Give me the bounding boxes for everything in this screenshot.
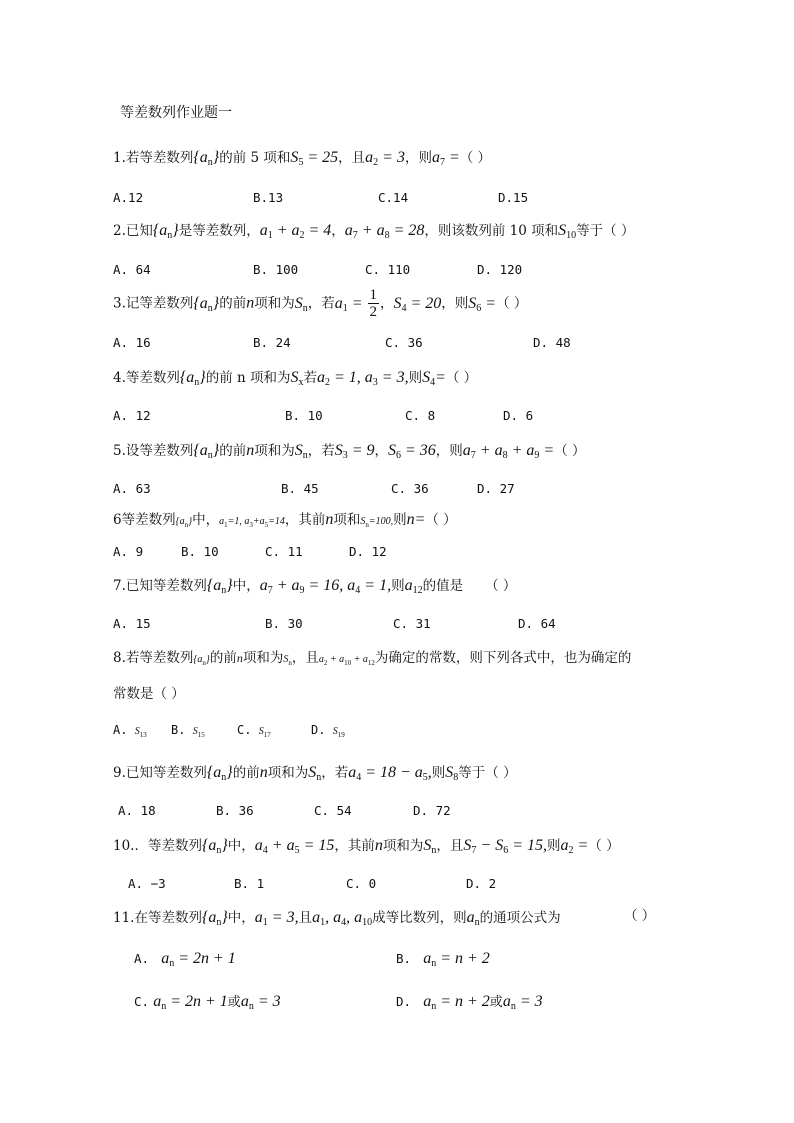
math-expression: $a_2 = 1$, $a_3 = 3$, xyxy=(316,369,409,388)
option-c: C.14 xyxy=(378,190,409,205)
math-expression: $a_7 + a_9 = 16$, $a_4 = 1$, xyxy=(259,577,392,596)
option-a: A. 15 xyxy=(113,616,151,631)
question-number: 6 xyxy=(113,512,122,528)
option-a: A. 16 xyxy=(113,335,151,350)
math-expression: $\{a_n\}$ xyxy=(179,369,206,388)
math-expression: $a_4 = 18 - a_5$, xyxy=(348,764,432,783)
question-11: 11.在等差数列$\{a_n\}$中，$a_1 = 3$,且$a_1$, $a_4$, $a_{10}$成等比数列，则$a_n$的通项公式为 xyxy=(113,909,561,928)
math-expression: $S_6 = 36$ xyxy=(388,442,436,461)
option-a: A. 18 xyxy=(118,803,156,818)
question-3: 3.记等差数列$\{a_n\}$的前n项和为$S_n$，若$a_1$ = $\frac{1}{2}$ ，$S_4 = 20$，则$S_6$ =（ ） xyxy=(113,287,528,320)
option-b: B. 45 xyxy=(281,481,319,496)
option-d: D. 120 xyxy=(477,262,523,277)
option-b: B. 1 xyxy=(234,876,265,891)
math-expression: $\{a_n\}$ xyxy=(193,149,220,168)
option-c: C. 110 xyxy=(365,262,411,277)
math-expression: $a_1 = 3$, xyxy=(254,909,299,928)
option-c: C. 11 xyxy=(265,544,303,559)
option-d: D. $S_{19}$ xyxy=(311,723,345,739)
math-expression: $\{a_n\}$ xyxy=(193,654,210,667)
option-b: B. 10 xyxy=(285,408,323,423)
question-10: 10.．等差数列$\{a_n\}$中，$a_4 + a_5 = 15$，其前n项和为$S_n$，且$S_7 - S_6 = 15$,则$a_2$ =（ ） xyxy=(113,837,620,856)
math-expression: $a_1=1$, $a_3+a_5=14$ xyxy=(219,516,285,529)
question-number: 2. xyxy=(113,223,126,239)
option-d: D. 12 xyxy=(349,544,387,559)
option-a: A. $S_{13}$ xyxy=(113,723,147,739)
math-expression: $a_n = 2n + 1$ xyxy=(153,993,228,1012)
question-number: 10. xyxy=(113,838,135,854)
math-expression: $S_6$ = xyxy=(468,294,497,314)
option-a: A. 9 xyxy=(113,544,144,559)
math-expression: $a_2 + a_{10} + a_{12}$ xyxy=(318,654,375,667)
question-number: 5. xyxy=(113,443,126,459)
math-expression: $\{a_n\}$ xyxy=(206,577,233,596)
option-b: B. 100 xyxy=(253,262,299,277)
option-c: C. 36 xyxy=(391,481,429,496)
option-11-c: C. $a_n = 2n + 1$或$a_n = 3$ xyxy=(134,993,281,1012)
option-a: A. 64 xyxy=(113,262,151,277)
option-11-b: B. $a_n = n + 2$ xyxy=(396,950,490,969)
option-b: B.13 xyxy=(253,190,284,205)
question-text: 若等差数列 xyxy=(125,150,194,166)
math-expression: $S_3 = 9$ xyxy=(334,442,375,461)
math-expression: $S_{10}$ xyxy=(558,222,577,241)
math-expression: $S_7 - S_6 = 15$, xyxy=(463,837,547,856)
option-a: A.12 xyxy=(113,190,144,205)
math-expression: $a_n = 2n + 1$ xyxy=(161,950,236,969)
math-expression: $\{a_n\}$ xyxy=(152,222,179,241)
question-9: 9.已知等差数列$\{a_n\}$的前n项和为$S_n$，若$a_4 = 18 - a_5$,则$S_8$等于（ ） xyxy=(113,764,517,783)
option-d: D. 64 xyxy=(518,616,556,631)
question-number: 7. xyxy=(113,578,126,594)
question-5: 5.设等差数列$\{a_n\}$的前n项和为$S_n$，若$S_3 = 9$，$S_6 = 36$，则$a_7 + a_8 + a_9$ =（ ） xyxy=(113,442,586,461)
question-number: 1. xyxy=(113,150,126,166)
option-c: C. 8 xyxy=(405,408,436,423)
option-a: A. 12 xyxy=(113,408,151,423)
question-8-continued: 常数是（ ） xyxy=(113,686,185,702)
option-c: C. 31 xyxy=(393,616,431,631)
question-number: 9. xyxy=(113,765,126,781)
math-expression: $a_7$ = xyxy=(431,149,460,168)
question-4: 4.等差数列$\{a_n\}$的前 n 项和为$S_x$若$a_2 = 1$, $a_3 = 3$,则$S_4=$（ ） xyxy=(113,369,478,388)
math-expression: $\{a_n\}$ xyxy=(201,909,228,928)
math-expression: $a_n = n + 2$ xyxy=(423,993,490,1012)
math-expression: $a_7 + a_8 = 28$ xyxy=(344,222,425,241)
option-11-a: A. $a_n = 2n + 1$ xyxy=(134,950,236,969)
math-expression: $S_4=$ xyxy=(422,369,446,388)
option-b: B. $S_{15}$ xyxy=(171,723,205,739)
question-number: 8. xyxy=(113,650,126,666)
option-d: D. 48 xyxy=(533,335,571,350)
fraction-one-half: $\frac{1}{2}$ xyxy=(369,287,377,320)
math-expression: $\{a_n\}$ xyxy=(175,516,193,529)
option-d: D. 2 xyxy=(466,876,497,891)
math-expression: $a_7 + a_8 + a_9$ = xyxy=(462,442,555,461)
option-d: D.15 xyxy=(498,190,529,205)
math-expression: $a_1$, $a_4$, $a_{10}$ xyxy=(312,909,373,928)
question-1: 1.若等差数列$\{a_n\}$的前 5 项和$S_5 = 25$，且$a_2 = 3$，则$a_7$ =（ ） xyxy=(113,149,492,168)
option-11-d: D. $a_n = n + 2$或$a_n = 3$ xyxy=(396,993,543,1012)
math-expression: $a_4 + a_5 = 15$ xyxy=(254,837,335,856)
math-expression: $S_n=100$, xyxy=(360,516,394,529)
question-2: 2.已知$\{a_n\}$是等差数列，$a_1 + a_2 = 4$，$a_7 + a_8 = 28$，则该数列前 10 项和$S_{10}$等于（ ） xyxy=(113,222,635,241)
question-number: 11. xyxy=(113,910,135,926)
question-number: 4. xyxy=(113,370,126,386)
option-a: A. −3 xyxy=(128,876,166,891)
math-expression: $a_1$ = $\frac{1}{2}$ xyxy=(334,287,377,320)
math-expression: $\{a_n\}$ xyxy=(206,764,233,783)
math-expression: $\{a_n\}$ xyxy=(193,294,220,314)
worksheet-title: 等差数列作业题一 xyxy=(120,105,232,121)
question-7: 7.已知等差数列$\{a_n\}$中，$a_7 + a_9 = 16$, $a_4 = 1$,则$a_{12}$的值是 （ ） xyxy=(113,577,517,596)
math-expression: $\{a_n\}$ xyxy=(201,837,228,856)
math-expression: $a_1 + a_2 = 4$ xyxy=(259,222,332,241)
option-d: D. 72 xyxy=(413,803,451,818)
option-c: C. 0 xyxy=(346,876,377,891)
question-number: 3. xyxy=(113,295,126,312)
option-c: C. 54 xyxy=(314,803,352,818)
option-b: B. 24 xyxy=(253,335,291,350)
option-b: B. 30 xyxy=(265,616,303,631)
option-d: D. 27 xyxy=(477,481,515,496)
option-c: C. 36 xyxy=(385,335,423,350)
question-6: 6等差数列$\{a_n\}$中，$a_1=1$, $a_3+a_5=14$，其前n项和$S_n=100$,则n=（ ） xyxy=(113,511,457,529)
option-a: A. 63 xyxy=(113,481,151,496)
question-11-answer-paren: （ ） xyxy=(624,908,656,924)
math-expression: $\{a_n\}$ xyxy=(193,442,220,461)
option-d: D. 6 xyxy=(503,408,534,423)
option-c: C. $S_{17}$ xyxy=(237,723,271,739)
math-expression: $a_2 = 3$ xyxy=(365,149,405,168)
question-8: 8.若等差数列$\{a_n\}$的前n项和为$S_n$，且$a_2 + a_{10} + a_{12}$为确定的常数，则下列各式中，也为确定的 xyxy=(113,650,632,667)
math-expression: $S_5 = 25$ xyxy=(290,149,339,168)
math-expression: $a_n = n + 2$ xyxy=(423,950,490,969)
option-b: B. 36 xyxy=(216,803,254,818)
option-b: B. 10 xyxy=(181,544,219,559)
math-expression: $S_4 = 20$ xyxy=(393,294,442,314)
